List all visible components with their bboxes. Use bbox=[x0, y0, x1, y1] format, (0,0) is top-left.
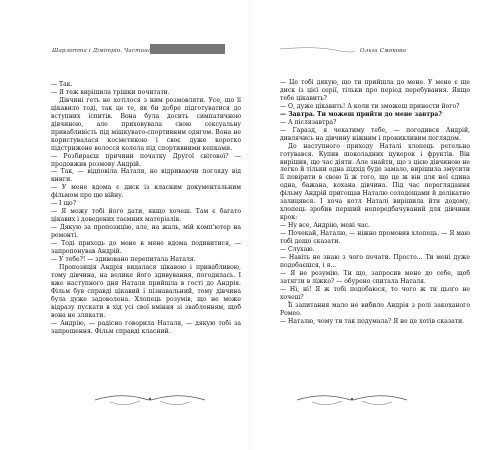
paragraph: — Так. bbox=[51, 81, 73, 88]
paragraph: — А післязавтра? bbox=[280, 118, 337, 126]
paragraph: — Розбираєш причини початку Другої світової? — продовжив розмову Андрій. bbox=[51, 152, 241, 168]
paragraph: — Андрію, — радісно говорила Наталя, — дякую тобі за запрошення. Фільм справді класний. bbox=[51, 319, 241, 335]
left-page-text bbox=[51, 81, 241, 336]
page-ornament-left bbox=[90, 388, 210, 410]
left-running-header: Шарлотта і Дімітріо. Частина II bbox=[52, 48, 158, 54]
header-flourish-right bbox=[280, 44, 355, 54]
paragraph: — Дякую за пропозицію, але, на жаль, мій комп'ютер на ремонті. bbox=[51, 224, 241, 240]
paragraph: — Завтра. Ти можеш прийти до мене завтра? bbox=[280, 110, 442, 118]
paragraph: — І що? bbox=[51, 200, 76, 208]
paragraph: — Я не розумію. Ти що, запросив мене до себе, щоб затягти в ліжко? — обурено спитала Наталя. bbox=[280, 269, 470, 285]
right-page bbox=[250, 0, 500, 450]
paragraph: — У мене вдома є диск із класним документальним фільмом про цю війну. bbox=[51, 184, 241, 200]
paragraph: — Навіть не знаю з чого почати. Просто... Ти мені дуже подобаєшся, і я... bbox=[280, 253, 470, 269]
paragraph: — Тоді приходь до мене в мене вдома подивитися, — запропонував Андрій. bbox=[51, 240, 241, 256]
right-page-text bbox=[280, 79, 470, 326]
right-running-header: Ольга Смокова bbox=[360, 48, 407, 54]
paragraph: — Наталю, чому ти так подумала? Я не це хотів сказати. bbox=[280, 317, 465, 325]
paragraph: — Гаразд, я чекатиму тебе, — погодився Андрій, дивлячись на дівчину ніжним і проникливим поглядом. bbox=[280, 126, 470, 142]
paragraph: — Ні, ні! Я ж тобі подобаюся, то чого ж ти цього не хочеш? bbox=[280, 285, 470, 301]
paragraph: — Я теж вирішила трішки почитати. bbox=[51, 88, 170, 96]
header-flourish-left bbox=[150, 44, 225, 54]
paragraph: Пропозиція Андрія видалася цікавою і привабливою, тому дівчина, на велике його здивування, погодилась. І вже наступного дня Наталя прийшла в гості до Андрія. Фільм був справді цікавий і пізнавальний, тому дівчина була дуже задоволена. Хлопець розумів, що не може відразу пускати в хід усі свої вміння зі звабленням, щоб вона не злякати. bbox=[51, 263, 241, 319]
paragraph: До наступного приходу Наталі хлопець ретельно готувався. Купив шоколадних цукерок і фруктів. Він вирішив, що час діяти. Але знайти, що з цією дівчиною не легко й тільки одна підхід буде замало, вирішила змусити її повірити в свою її ж того, що це ж він для неї єдина одна, бажана, кохана дівчина. Під час переглядання фільму Андрій пригощав Наталю солодощами й делікатно залицявся. І хоча котл Наталі вирішила йти додому, хлопець зробив перший непередбачуваний для дівчини крок: bbox=[280, 142, 470, 222]
paragraph: — Ну все, Андрію, мені час. bbox=[280, 222, 370, 230]
paragraph: — О, дуже цікавить! А коли ти зможеш принести його? bbox=[280, 102, 460, 110]
paragraph: Дівчині геть не хотілося з ним розмовляти. Усе, що її цікавило тоді, так це те, як би добре підготуватися до вступних іспитів. Вона була досить симпатичною дівчиною, але приховувала свою сексуальну привабливість під мішкувато-спортивним одягом. Вона не користувалася косметикою і своє дуже коротко підстрижене волосся колола під спортивними кепками. bbox=[51, 96, 241, 152]
paragraph: — Це тобі дякую, що ти прийшла до мене. У мене є ще диск із цієї серії, тільки про період перебування. Якщо тебе цікавить? bbox=[280, 79, 470, 102]
page-ornament-right bbox=[292, 388, 412, 410]
paragraph: Її запитання мало не вибило Андрія з ролі закоханого Ромео. bbox=[280, 301, 470, 317]
paragraph: — У тебе?! — здивовано перепитала Наталя. bbox=[51, 255, 196, 263]
paragraph: — Почекай, Наталю, — ніжно промовив хлопець. — Я маю тобі дещо сказати. bbox=[280, 230, 470, 246]
paragraph: — Я можу тобі його дати, якщо хочеш. Там є багато цікавих і доведених таємних матеріалів. bbox=[51, 208, 241, 224]
paragraph: — Так, — відповіла Наталя, не відриваючи погляду від книги. bbox=[51, 168, 241, 184]
paragraph: — Слухаю. bbox=[280, 246, 315, 254]
